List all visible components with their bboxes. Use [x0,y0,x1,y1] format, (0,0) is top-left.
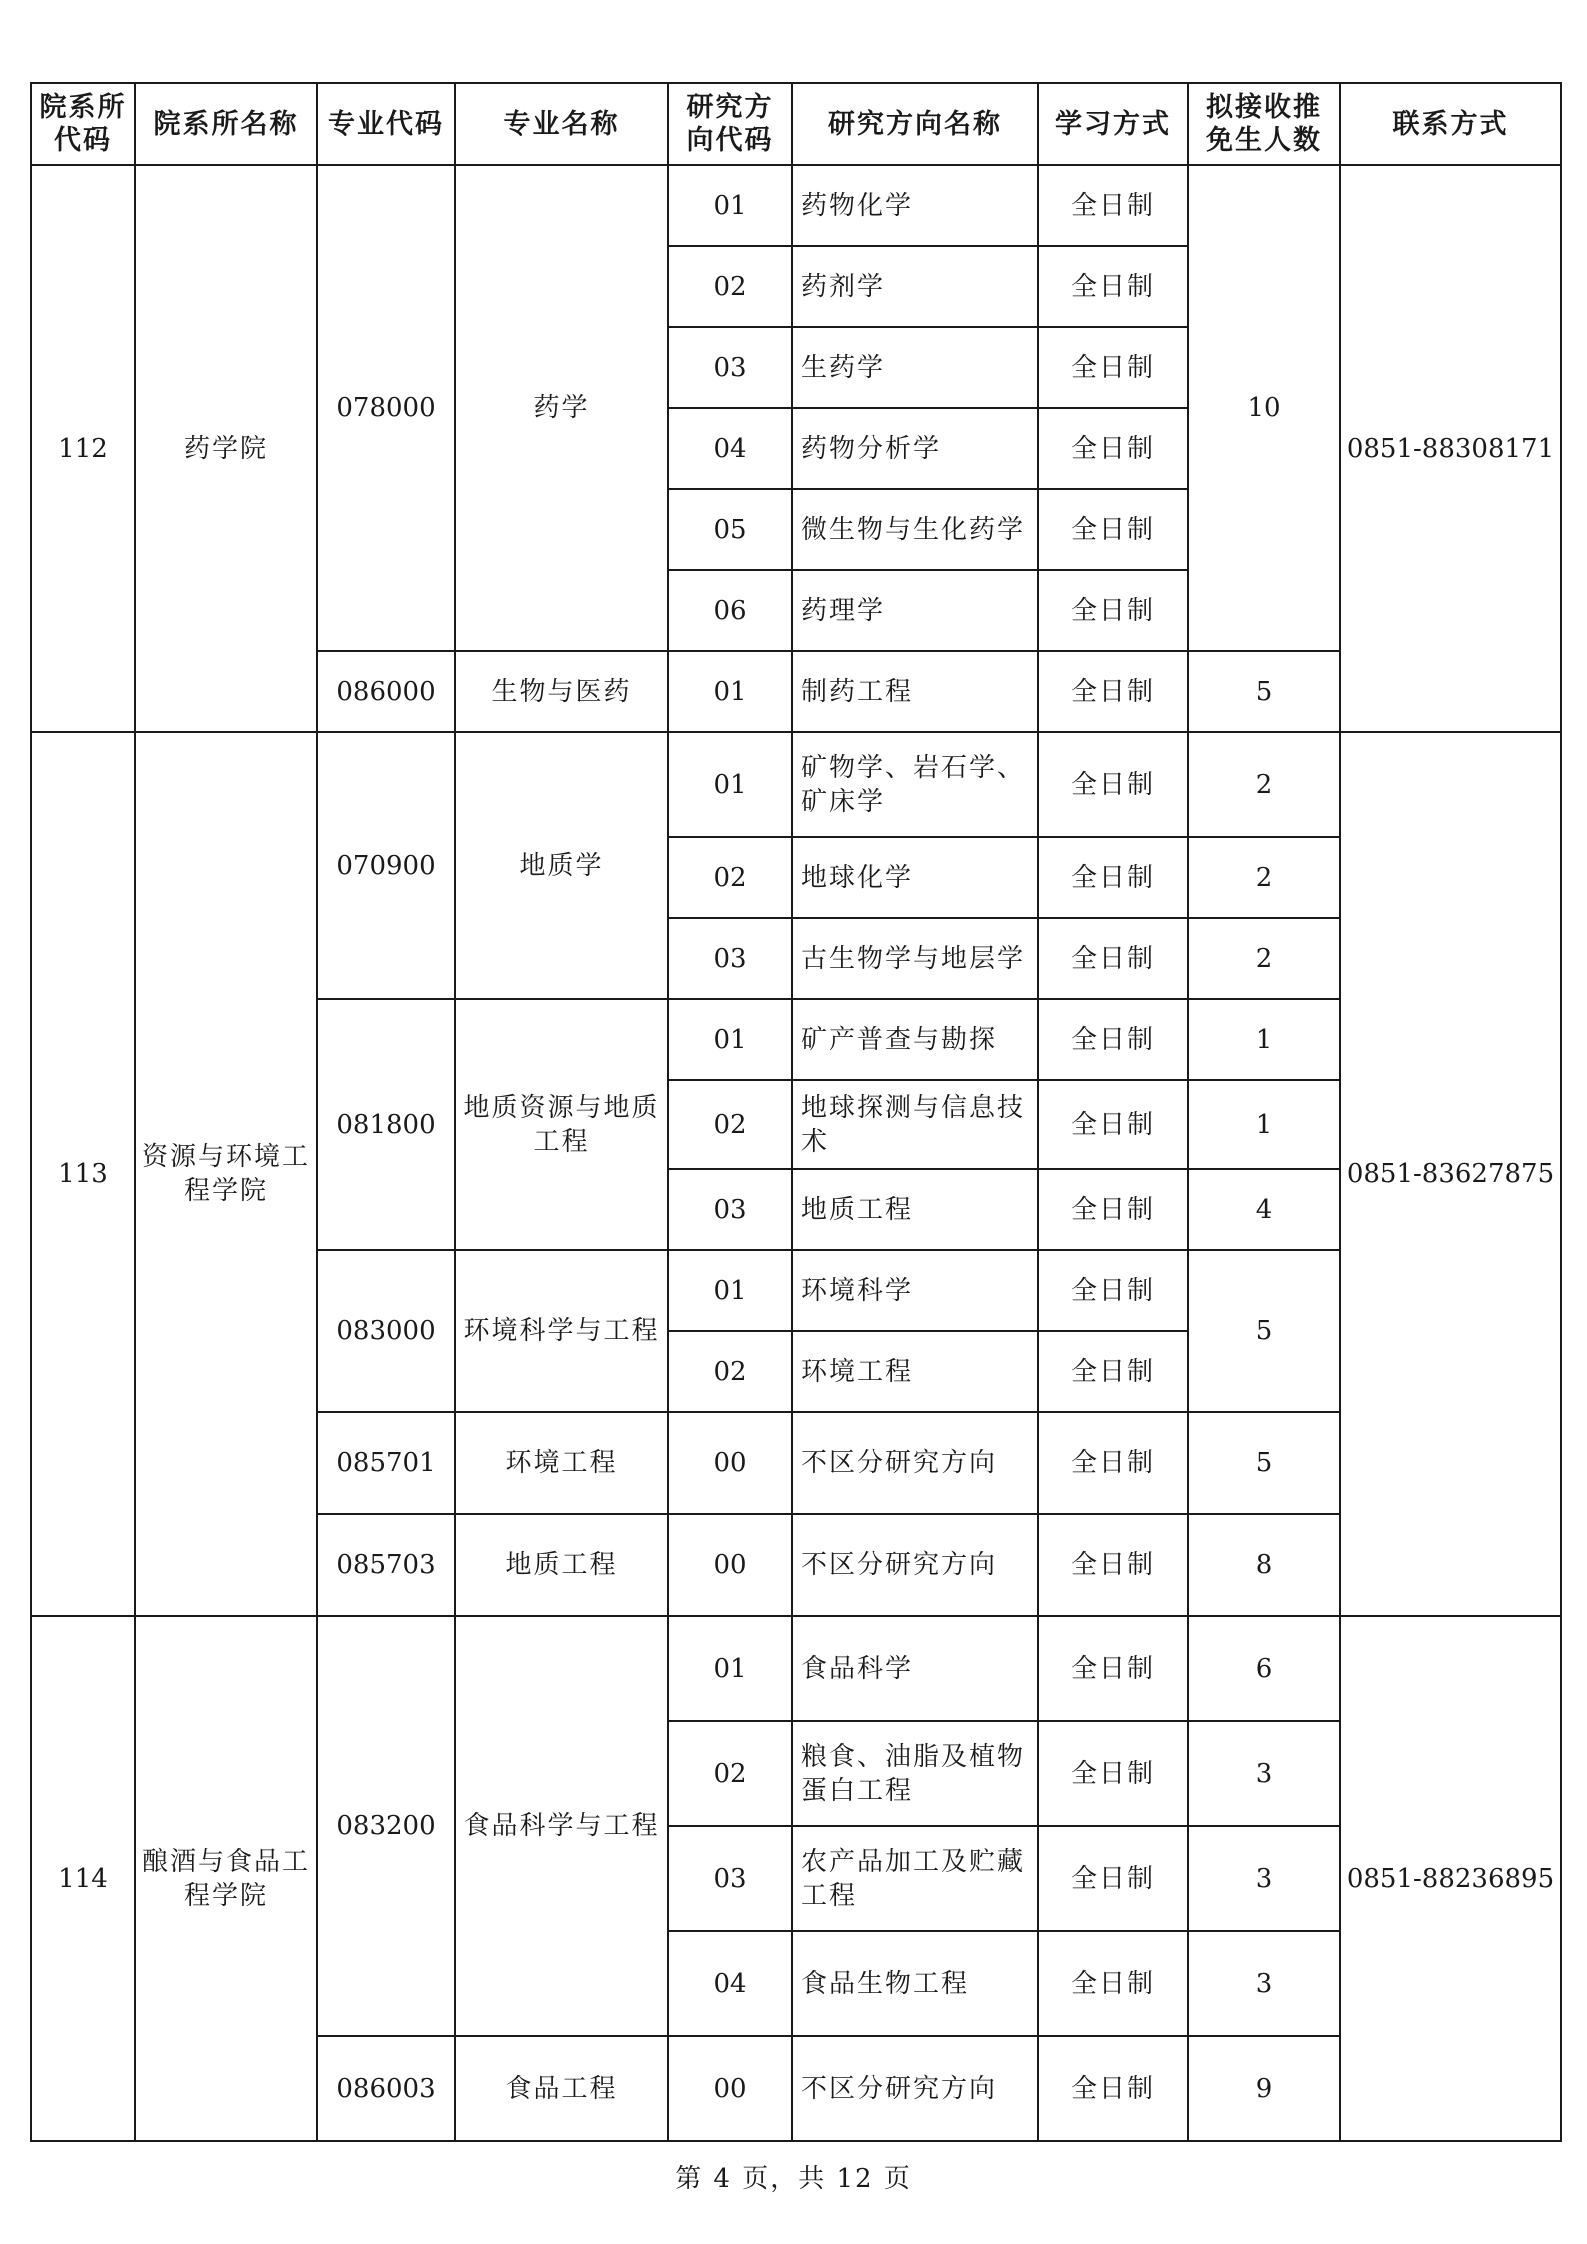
direction-code-cell: 03 [668,327,792,408]
major-name-cell: 地质资源与地质工程 [455,999,668,1250]
direction-name-cell: 粮食、油脂及植物蛋白工程 [792,1721,1038,1826]
study-mode-cell: 全日制 [1038,1721,1188,1826]
major-name-cell: 食品工程 [455,2036,668,2141]
direction-code-cell: 00 [668,1412,792,1514]
direction-name-cell: 地球探测与信息技术 [792,1080,1038,1169]
page-number: 第 4 页，共 12 页 [675,2164,912,2194]
admission-quota-table [30,82,1562,2142]
direction-code-cell: 04 [668,408,792,489]
header-dept-name: 院系所名称 [135,83,317,165]
study-mode-cell: 全日制 [1038,1169,1188,1250]
dept-code-cell: 113 [31,732,135,1616]
study-mode-cell: 全日制 [1038,1931,1188,2036]
quota-cell: 4 [1188,1169,1340,1250]
major-code-cell: 078000 [317,165,455,651]
direction-name-cell: 微生物与生化药学 [792,489,1038,570]
study-mode-cell: 全日制 [1038,837,1188,918]
header-major-name: 专业名称 [455,83,668,165]
study-mode-cell: 全日制 [1038,651,1188,732]
direction-code-cell: 00 [668,2036,792,2141]
direction-code-cell: 03 [668,1826,792,1931]
header-direction-name: 研究方向名称 [792,83,1038,165]
direction-name-cell: 生药学 [792,327,1038,408]
direction-code-cell: 02 [668,1331,792,1412]
major-name-cell: 地质工程 [455,1514,668,1616]
dept-code-cell: 114 [31,1616,135,2141]
quota-cell: 2 [1188,837,1340,918]
table-row [31,1616,1561,1721]
quota-cell: 3 [1188,1931,1340,2036]
dept-name-cell: 酿酒与食品工程学院 [135,1616,317,2141]
quota-cell: 5 [1188,1412,1340,1514]
header-major-code: 专业代码 [317,83,455,165]
header-dept-code: 院系所代码 [31,83,135,165]
quota-cell: 1 [1188,999,1340,1080]
dept-name-cell: 药学院 [135,165,317,732]
quota-cell: 3 [1188,1826,1340,1931]
study-mode-cell: 全日制 [1038,1412,1188,1514]
quota-cell: 3 [1188,1721,1340,1826]
direction-name-cell: 不区分研究方向 [792,1412,1038,1514]
major-code-cell: 083000 [317,1250,455,1412]
direction-name-cell: 药物分析学 [792,408,1038,489]
study-mode-cell: 全日制 [1038,327,1188,408]
study-mode-cell: 全日制 [1038,1250,1188,1331]
direction-name-cell: 不区分研究方向 [792,1514,1038,1616]
major-code-cell: 083200 [317,1616,455,2036]
direction-code-cell: 00 [668,1514,792,1616]
study-mode-cell: 全日制 [1038,165,1188,246]
direction-name-cell: 制药工程 [792,651,1038,732]
study-mode-cell: 全日制 [1038,1616,1188,1721]
major-code-cell: 081800 [317,999,455,1250]
direction-name-cell: 环境科学 [792,1250,1038,1331]
header-direction-code: 研究方向代码 [668,83,792,165]
direction-name-cell: 食品生物工程 [792,1931,1038,2036]
major-code-cell: 070900 [317,732,455,999]
direction-name-cell: 古生物学与地层学 [792,918,1038,999]
direction-name-cell: 药物化学 [792,165,1038,246]
major-name-cell: 食品科学与工程 [455,1616,668,2036]
contact-cell: 0851-88236895 [1340,1616,1561,2141]
direction-code-cell: 01 [668,999,792,1080]
quota-cell: 1 [1188,1080,1340,1169]
quota-cell: 2 [1188,732,1340,837]
study-mode-cell: 全日制 [1038,918,1188,999]
table-row [31,165,1561,246]
direction-code-cell: 02 [668,1721,792,1826]
study-mode-cell: 全日制 [1038,408,1188,489]
major-name-cell: 药学 [455,165,668,651]
quota-cell: 8 [1188,1514,1340,1616]
direction-code-cell: 01 [668,1250,792,1331]
major-code-cell: 085701 [317,1412,455,1514]
direction-name-cell: 环境工程 [792,1331,1038,1412]
study-mode-cell: 全日制 [1038,570,1188,651]
direction-code-cell: 01 [668,1616,792,1721]
major-name-cell: 环境科学与工程 [455,1250,668,1412]
direction-code-cell: 05 [668,489,792,570]
major-code-cell: 086000 [317,651,455,732]
direction-code-cell: 06 [668,570,792,651]
dept-name-cell: 资源与环境工程学院 [135,732,317,1616]
header-study-mode: 学习方式 [1038,83,1188,165]
quota-cell: 5 [1188,1250,1340,1412]
direction-name-cell: 地质工程 [792,1169,1038,1250]
study-mode-cell: 全日制 [1038,1331,1188,1412]
direction-code-cell: 01 [668,732,792,837]
contact-cell: 0851-83627875 [1340,732,1561,1616]
direction-name-cell: 地球化学 [792,837,1038,918]
direction-name-cell: 药理学 [792,570,1038,651]
major-name-cell: 生物与医药 [455,651,668,732]
study-mode-cell: 全日制 [1038,1514,1188,1616]
major-code-cell: 085703 [317,1514,455,1616]
direction-code-cell: 01 [668,651,792,732]
direction-code-cell: 04 [668,1931,792,2036]
table-header-row [31,83,1561,165]
study-mode-cell: 全日制 [1038,1826,1188,1931]
direction-code-cell: 01 [668,165,792,246]
quota-cell: 5 [1188,651,1340,732]
direction-name-cell: 药剂学 [792,246,1038,327]
direction-name-cell: 矿物学、岩石学、矿床学 [792,732,1038,837]
direction-name-cell: 不区分研究方向 [792,2036,1038,2141]
table-row [31,732,1561,837]
major-name-cell: 地质学 [455,732,668,999]
quota-cell: 10 [1188,165,1340,651]
major-code-cell: 086003 [317,2036,455,2141]
direction-code-cell: 03 [668,1169,792,1250]
quota-cell: 6 [1188,1616,1340,1721]
header-contact: 联系方式 [1340,83,1561,165]
quota-cell: 2 [1188,918,1340,999]
direction-code-cell: 02 [668,1080,792,1169]
study-mode-cell: 全日制 [1038,2036,1188,2141]
direction-name-cell: 食品科学 [792,1616,1038,1721]
major-name-cell: 环境工程 [455,1412,668,1514]
study-mode-cell: 全日制 [1038,1080,1188,1169]
study-mode-cell: 全日制 [1038,246,1188,327]
study-mode-cell: 全日制 [1038,999,1188,1080]
contact-cell: 0851-88308171 [1340,165,1561,732]
direction-name-cell: 农产品加工及贮藏工程 [792,1826,1038,1931]
study-mode-cell: 全日制 [1038,732,1188,837]
direction-code-cell: 03 [668,918,792,999]
quota-cell: 9 [1188,2036,1340,2141]
direction-code-cell: 02 [668,837,792,918]
study-mode-cell: 全日制 [1038,489,1188,570]
dept-code-cell: 112 [31,165,135,732]
direction-name-cell: 矿产普查与勘探 [792,999,1038,1080]
header-quota: 拟接收推免生人数 [1188,83,1340,165]
direction-code-cell: 02 [668,246,792,327]
